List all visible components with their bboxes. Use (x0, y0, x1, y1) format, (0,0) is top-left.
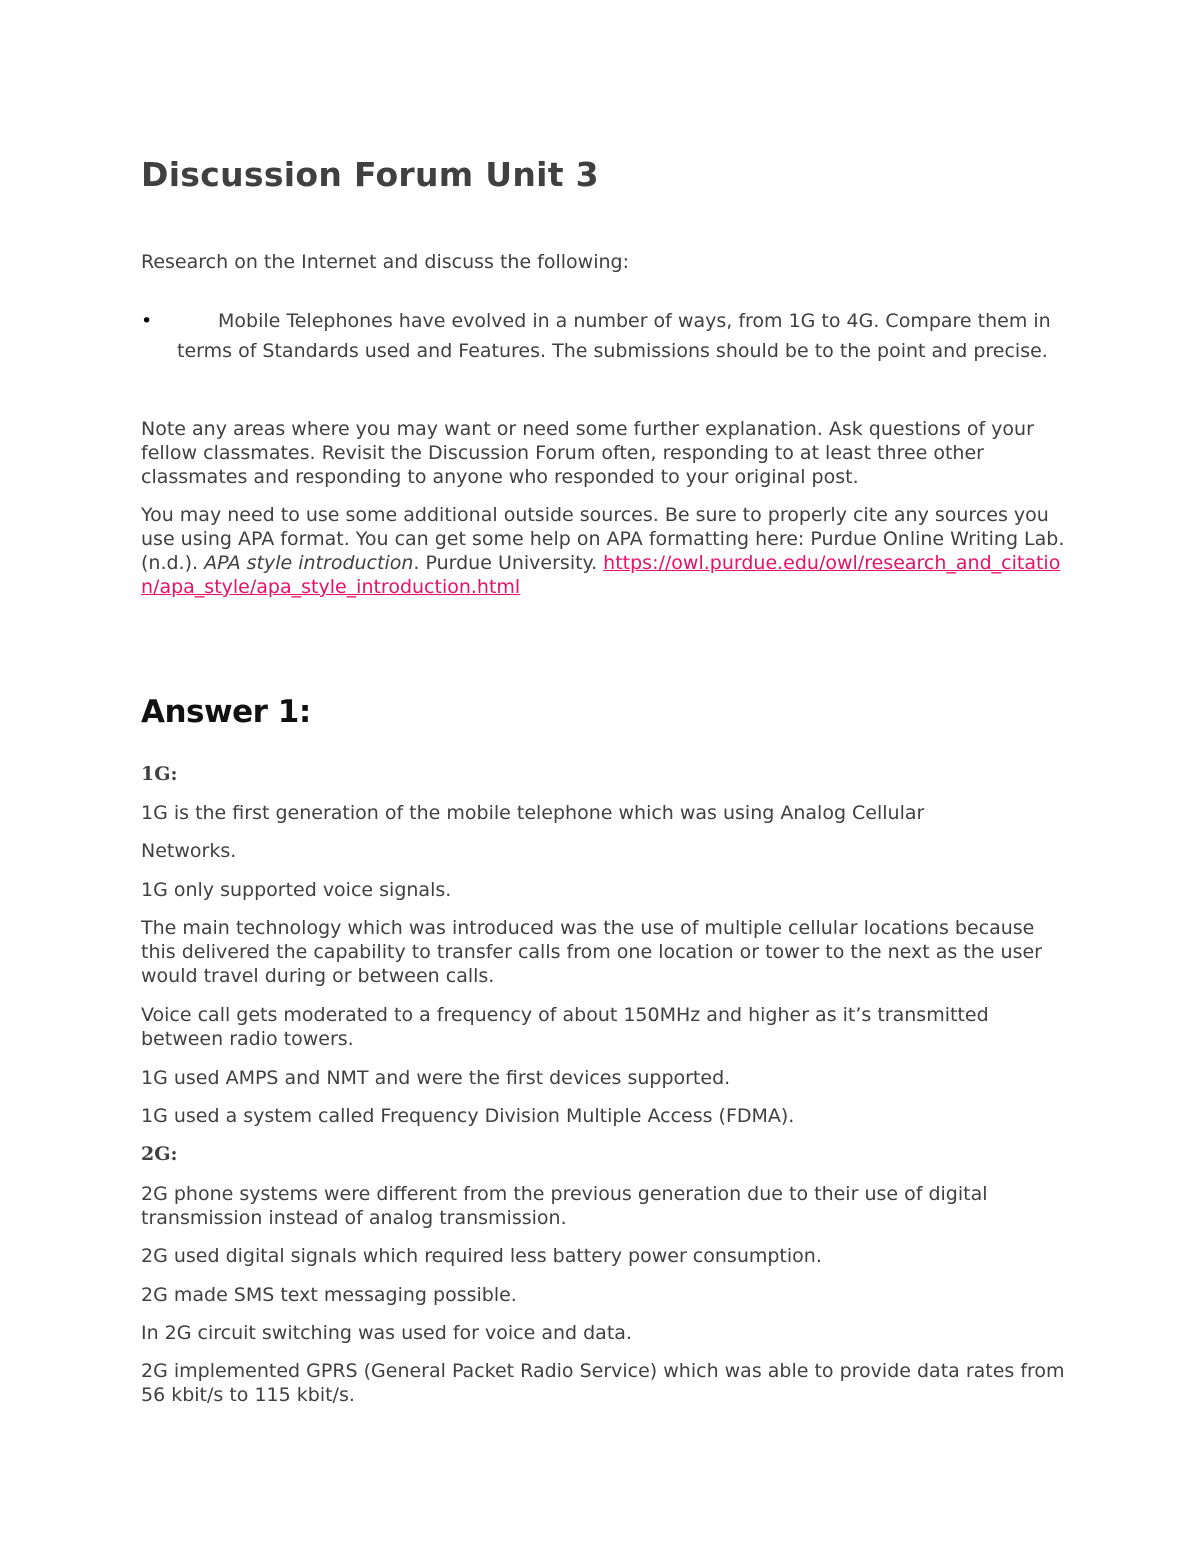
2g-paragraph-5: 2G implemented GPRS (General Packet Radio Service) which was able to provide data rates from 56 kbit/s to 115 kbit/s. (141, 1360, 1065, 1406)
answer-heading: Answer 1: (141, 694, 311, 730)
1g-paragraph-1: 1G is the first generation of the mobile telephone which was using Analog Cellular (141, 802, 925, 824)
section-heading-2g: 2G: (141, 1143, 178, 1165)
sources-text: You may need to use some additional outside sources. Be sure to properly cite any sources you use using APA format. You can get some help on APA formatting here: Purdue Online Writing Lab. (n.d.). (141, 504, 1065, 574)
1g-paragraph-5: 1G used AMPS and NMT and were the first devices supported. (141, 1067, 731, 1089)
apa-style-title: APA style introduction (204, 552, 414, 574)
2g-paragraph-1: 2G phone systems were different from the previous generation due to their use of digital transmission instead of analog transmission. (141, 1183, 988, 1229)
2g-paragraph-2: 2G used digital signals which required less battery power consumption. (141, 1245, 822, 1267)
sources-after-text: . Purdue University. (413, 552, 604, 574)
page-title: Discussion Forum Unit 3 (141, 155, 599, 194)
bullet-icon: • (141, 310, 153, 332)
1g-paragraph-6: 1G used a system called Frequency Division Multiple Access (FDMA). (141, 1105, 795, 1127)
2g-paragraph-3: 2G made SMS text messaging possible. (141, 1284, 517, 1306)
1g-paragraph-1-continued: Networks. (141, 840, 237, 862)
1g-paragraph-3: The main technology which was introduced was the use of multiple cellular locations because this delivered the capability to transfer calls from one location or tower to the next as the user would travel during or between calls. (141, 917, 1042, 987)
1g-paragraph-4: Voice call gets moderated to a frequency of about 150MHz and higher as it’s transmitted between radio towers. (141, 1004, 989, 1050)
purdue-owl-link[interactable]: https://owl.purdue.edu/owl/research_and_citation/apa_style/apa_style_introduction.html (141, 552, 1061, 598)
bullet-item: Mobile Telephones have evolved in a number of ways, from 1G to 4G. Compare them in terms of Standards used and Features. The submissions should be to the point and precise. (177, 310, 1051, 362)
sources-paragraph (141, 503, 1066, 599)
1g-paragraph-2: 1G only supported voice signals. (141, 879, 452, 901)
note-paragraph: Note any areas where you may want or need some further explanation. Ask questions of your fellow classmates. Revisit the Discussion Forum often, responding to at least three other classmates and responding to anyone who responded to your original post. (141, 418, 1034, 488)
2g-paragraph-4: In 2G circuit switching was used for voice and data. (141, 1322, 632, 1344)
section-heading-1g: 1G: (141, 763, 178, 785)
intro-paragraph: Research on the Internet and discuss the following: (141, 251, 629, 273)
